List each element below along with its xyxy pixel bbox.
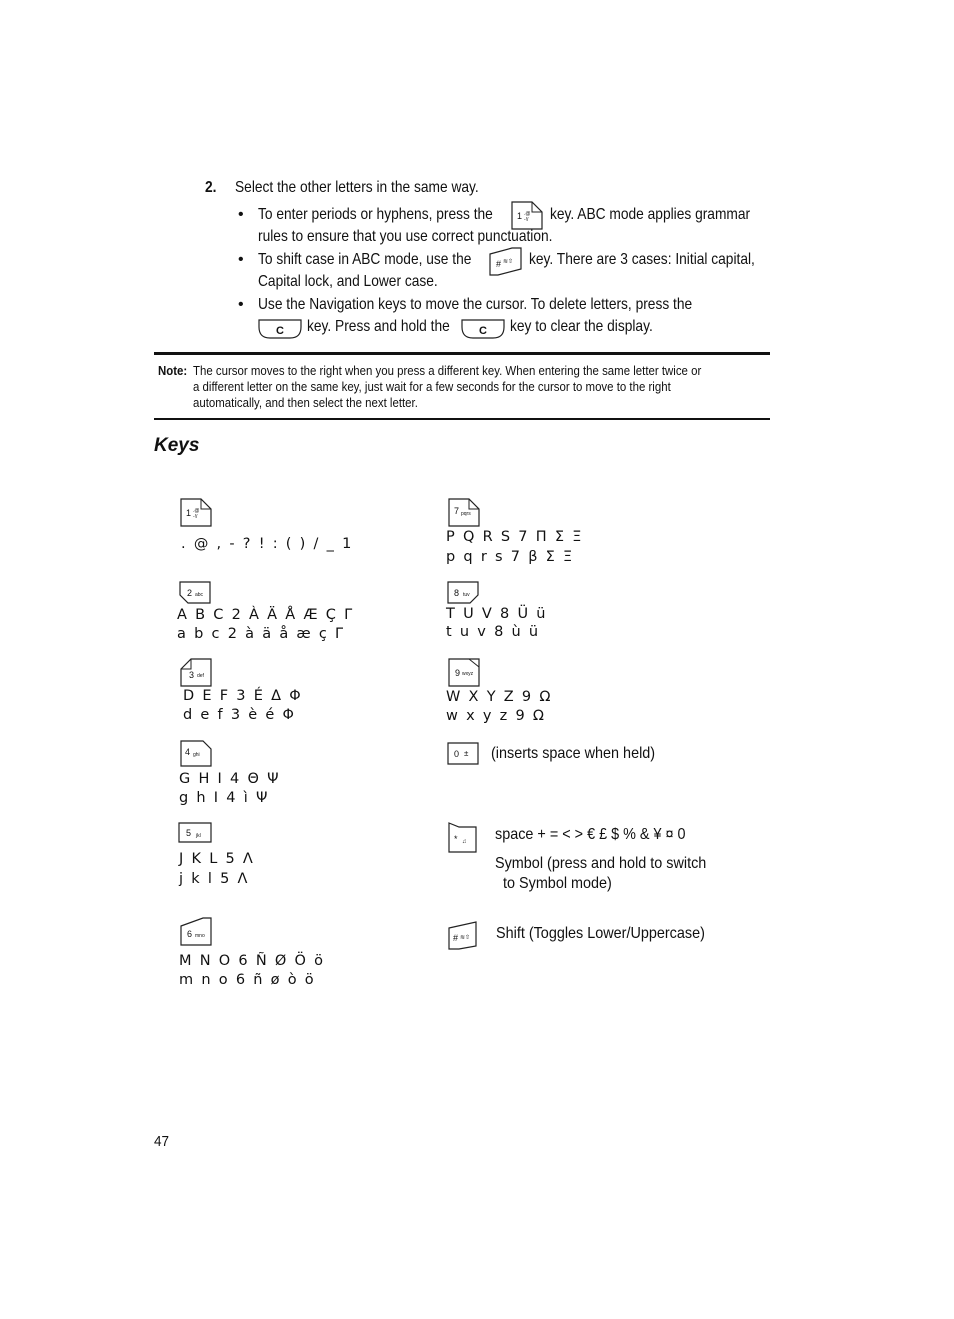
clear-key-icon bbox=[258, 318, 302, 340]
bullet-3-text-c: key to clear the display. bbox=[510, 318, 653, 335]
key-0-icon bbox=[446, 741, 480, 767]
svg-text:±: ± bbox=[464, 749, 469, 758]
key-star-desc-2: to Symbol mode) bbox=[503, 875, 612, 892]
key-hash-icon bbox=[447, 920, 479, 952]
svg-text:4: 4 bbox=[185, 747, 191, 757]
section-title: Keys bbox=[154, 435, 200, 456]
bullet-marker: • bbox=[238, 206, 244, 223]
note-bottom-rule bbox=[154, 418, 770, 420]
svg-text:.@: .@ bbox=[193, 508, 200, 514]
svg-text:C: C bbox=[276, 325, 284, 337]
note-top-rule bbox=[154, 352, 770, 355]
key-4-lower: g h I 4 ì Ψ bbox=[179, 790, 270, 806]
key-4-icon bbox=[179, 739, 213, 769]
svg-text:*: * bbox=[454, 834, 458, 844]
key-6-upper: M N O 6 Ñ Ø Ö ö bbox=[179, 953, 325, 969]
key-8-upper: T U V 8 Ü ü bbox=[446, 606, 548, 622]
bullet-3-text-a: Use the Navigation keys to move the cursor. To delete letters, press the bbox=[258, 296, 693, 313]
svg-text:-!/: -!/ bbox=[524, 217, 529, 223]
page-number: 47 bbox=[154, 1133, 170, 1150]
key-6-icon bbox=[179, 916, 213, 948]
svg-text:mno: mno bbox=[195, 933, 205, 939]
svg-text:6: 6 bbox=[187, 929, 193, 939]
bullet-2-text-a: To shift case in ABC mode, use the bbox=[258, 251, 472, 268]
bullet-3-text-b: key. Press and hold the bbox=[307, 318, 450, 335]
svg-text:tuv: tuv bbox=[463, 592, 470, 598]
svg-text:1: 1 bbox=[186, 508, 192, 518]
key-7-upper: P Q R S 7 Π Σ Ξ bbox=[446, 529, 584, 545]
key-3-upper: D E F 3 É Δ Φ bbox=[183, 688, 303, 704]
bullet-1-text-b: key. ABC mode applies grammar bbox=[550, 206, 751, 223]
note-line-3: automatically, and then select the next letter. bbox=[193, 395, 418, 410]
key-hash-desc: Shift (Toggles Lower/Uppercase) bbox=[496, 925, 705, 942]
key-star-desc-1: Symbol (press and hold to switch bbox=[495, 855, 707, 872]
key-2-lower: a b c 2 à ä å æ ç Γ bbox=[177, 626, 345, 642]
key-1-chars: . @ , - ? ! : ( ) / _ 1 bbox=[181, 536, 354, 552]
key-7-lower: p q r s 7 β Σ Ξ bbox=[446, 549, 574, 565]
svg-text:♫: ♫ bbox=[462, 839, 467, 845]
svg-text:2: 2 bbox=[187, 588, 193, 598]
key-6-lower: m n o 6 ñ ø ò ö bbox=[179, 972, 316, 988]
key-7-icon bbox=[447, 497, 481, 529]
step-number: 2. bbox=[205, 179, 217, 196]
svg-text:#: # bbox=[496, 259, 502, 269]
key-8-lower: t u v 8 ù ü bbox=[446, 624, 540, 640]
step-text: Select the other letters in the same way. bbox=[235, 179, 479, 196]
svg-text:-!/: -!/ bbox=[193, 514, 198, 520]
key-1-icon bbox=[179, 497, 213, 529]
svg-text:1: 1 bbox=[517, 211, 523, 221]
key-2-upper: A B C 2 À Ä Å Æ Ç Γ bbox=[177, 607, 354, 623]
key-0-desc: (inserts space when held) bbox=[491, 745, 656, 762]
svg-text:3: 3 bbox=[189, 670, 195, 680]
svg-text:pqrs: pqrs bbox=[461, 511, 471, 517]
svg-text:7: 7 bbox=[454, 506, 460, 516]
svg-text:wxyz: wxyz bbox=[462, 671, 474, 677]
clear-key-icon bbox=[461, 318, 505, 340]
svg-text:8: 8 bbox=[454, 588, 460, 598]
bullet-marker: • bbox=[238, 251, 244, 268]
bullet-2-text-b: key. There are 3 cases: Initial capital, bbox=[529, 251, 755, 268]
key-star-icon bbox=[447, 821, 479, 855]
key-star-symbols: space + = < > € £ $ % & ¥ ¤ 0 bbox=[495, 826, 686, 843]
svg-text:9: 9 bbox=[455, 668, 461, 678]
svg-text:jkl: jkl bbox=[196, 833, 201, 839]
svg-text:def: def bbox=[197, 673, 204, 679]
svg-text:≋⇧: ≋⇧ bbox=[460, 935, 471, 941]
svg-text:C: C bbox=[479, 325, 487, 337]
key-3-lower: d e f 3 è é Φ bbox=[183, 707, 296, 723]
key-5-upper: J K L 5 Λ bbox=[179, 851, 255, 867]
key-9-lower: w x y z 9 Ω bbox=[446, 708, 546, 724]
key-9-upper: W X Y Z 9 Ω bbox=[446, 689, 553, 705]
bullet-2-text-c: Capital lock, and Lower case. bbox=[258, 273, 438, 290]
svg-text:0: 0 bbox=[454, 749, 460, 759]
svg-text:≋⇧: ≋⇧ bbox=[503, 259, 514, 265]
note-line-2: a different letter on the same key, just wait for a few seconds for the cursor to move to the right bbox=[193, 379, 671, 394]
key-5-lower: j k l 5 Λ bbox=[179, 871, 250, 887]
key-4-upper: G H I 4 Θ Ψ bbox=[179, 771, 281, 787]
bullet-1-text-a: To enter periods or hyphens, press the bbox=[258, 206, 493, 223]
key-8-icon bbox=[446, 580, 480, 606]
key-3-icon bbox=[179, 657, 213, 689]
svg-text:.@: .@ bbox=[524, 211, 531, 217]
key-9-icon bbox=[447, 657, 481, 689]
key-2-icon bbox=[178, 580, 212, 606]
svg-text:5: 5 bbox=[186, 828, 192, 838]
note-line-1: The cursor moves to the right when you press a different key. When entering the same letter twice or bbox=[193, 363, 702, 378]
note-label: Note: bbox=[158, 363, 188, 378]
key-hash-icon bbox=[488, 246, 524, 278]
svg-text:#: # bbox=[453, 933, 459, 943]
svg-text:ghi: ghi bbox=[193, 752, 200, 758]
bullet-1-text-c: rules to ensure that you use correct punctuation. bbox=[258, 228, 553, 245]
key-5-icon bbox=[177, 821, 213, 845]
bullet-marker: • bbox=[238, 296, 244, 313]
svg-text:abc: abc bbox=[195, 592, 204, 598]
